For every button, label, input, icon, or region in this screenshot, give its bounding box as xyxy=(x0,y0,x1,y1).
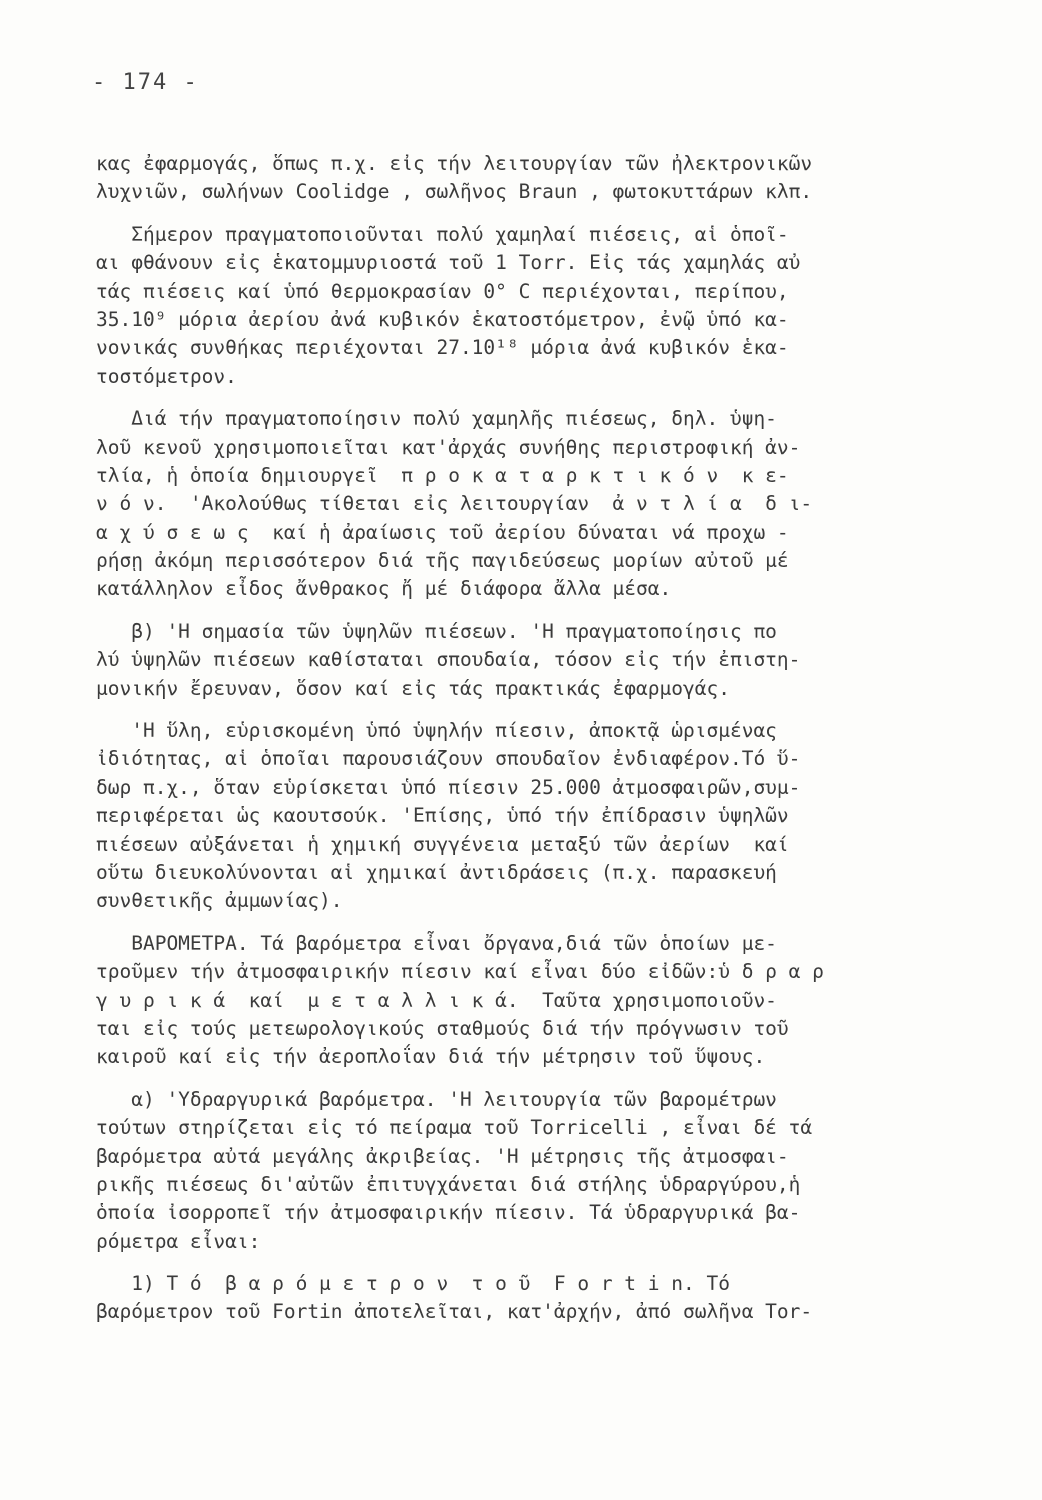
text-line: 'Η ὕλη, εὑρισκομένη ὑπό ὑψηλήν πίεσιν, ἀποκτᾷ ὡρισμένας xyxy=(96,719,777,743)
text-line: ἰδιότητας, αἱ ὁποῖαι παρουσιάζουν σπουδαῖον ἐνδιαφέρον.Τό ὕ- xyxy=(96,747,801,771)
text-line: πιέσεων αὐξάνεται ἡ χημική συγγένεια μεταξύ τῶν ἀερίων καί xyxy=(96,832,789,856)
paragraph-gap xyxy=(96,1256,976,1270)
text-line: βαρόμετρα αὐτά μεγάλης ἀκριβείας. 'Η μέτρησις τῆς ἀτμοσφαι- xyxy=(96,1144,789,1168)
text-line: Σήμερον πραγματοποιοῦνται πολύ χαμηλαί πιέσεις, αἱ ὁποῖ- xyxy=(96,222,789,246)
text-line: β) 'Η σημασία τῶν ὑψηλῶν πιέσεων. 'Η πραγματοποίησις πο xyxy=(96,619,777,643)
text-line: δωρ π.χ., ὅταν εὑρίσκεται ὑπό πίεσιν 25.000 ἀτμοσφαιρῶν,συμ- xyxy=(96,775,801,799)
text-line: τάς πιέσεις καί ὑπό θερμοκρασίαν 0° C περιέχονται, περίπου, xyxy=(96,279,789,303)
text-line: νονικάς συνθήκας περιέχονται 27.10¹⁸ μόρια ἀνά κυβικόν ἑκα- xyxy=(96,336,789,360)
text-line: τροῦμεν τήν ἀτμοσφαιρικήν πίεσιν καί εἶναι δύο εἰδῶν:ὑ δ ρ α ρ xyxy=(96,960,824,984)
paragraph xyxy=(96,150,976,207)
text-line: ται εἰς τούς μετεωρολογικούς σταθμούς διά τήν πρόγνωσιν τοῦ xyxy=(96,1016,789,1040)
paragraph xyxy=(96,618,976,703)
text-line: τοστόμετρον. xyxy=(96,364,237,388)
paragraph xyxy=(96,717,976,916)
paragraph-gap xyxy=(96,1072,976,1086)
text-line: ρόμετρα εἶναι: xyxy=(96,1229,261,1253)
text-line: α χ ύ σ ε ω ς καί ἡ ἀραίωσις τοῦ ἀερίου δύναται νά προχω - xyxy=(96,520,789,544)
text-line: αι φθάνουν εἰς ἑκατομμυριοστά τοῦ 1 Torr. Εἰς τάς χαμηλάς αὐ xyxy=(96,251,801,275)
text-line: μονικήν ἔρευναν, ὅσον καί εἰς τάς πρακτικάς ἐφαρμογάς. xyxy=(96,676,730,700)
text-line: καιροῦ καί εἰς τήν ἀεροπλοΐαν διά τήν μέτρησιν τοῦ ὕψους. xyxy=(96,1045,766,1069)
paragraph xyxy=(96,221,976,391)
text-line: α) 'Υδραργυρικά βαρόμετρα. 'Η λειτουργία τῶν βαρομέτρων xyxy=(96,1087,777,1111)
paragraph xyxy=(96,1270,976,1327)
text-line: κατάλληλον εἶδος ἄνθρακος ἤ μέ διάφορα ἄλλα μέσα. xyxy=(96,577,672,601)
text-line: βαρόμετρον τοῦ Fortin ἀποτελεῖται, κατ'ἀρχήν, ἀπό σωλῆνα Tor- xyxy=(96,1300,813,1324)
text-line: οὕτω διευκολύνονται αἱ χημικαί ἀντιδράσεις (π.χ. παρασκευή xyxy=(96,860,777,884)
paragraph-gap xyxy=(96,391,976,405)
text-line: περιφέρεται ὡς καουτσούκ. 'Επίσης, ὑπό τήν ἐπίδρασιν ὑψηλῶν xyxy=(96,804,789,828)
paragraph-gap xyxy=(96,703,976,717)
text-line: ρήσῃ ἀκόμη περισσότερον διά τῆς παγιδεύσεως μορίων αὐτοῦ μέ xyxy=(96,549,789,573)
paragraph-gap xyxy=(96,604,976,618)
text-line: λύ ὑψηλῶν πιέσεων καθίσταται σπουδαία, τόσον εἰς τήν ἐπιστη- xyxy=(96,648,801,672)
text-line: ΒΑΡΟΜΕΤΡΑ. Τά βαρόμετρα εἶναι ὄργανα,διά τῶν ὁποίων με- xyxy=(96,931,777,955)
paragraph xyxy=(96,405,976,604)
text-line: γ υ ρ ι κ ά καί μ ε τ α λ λ ι κ ά. Ταῦτα χρησιμοποιοῦν- xyxy=(96,988,777,1012)
text-line: ὁποία ἰσορροπεῖ τήν ἀτμοσφαιρικήν πίεσιν. Τά ὑδραργυρικά βα- xyxy=(96,1201,801,1225)
paragraph xyxy=(96,1086,976,1256)
paragraph-gap xyxy=(96,207,976,221)
paragraph-gap xyxy=(96,916,976,930)
page-number: - 174 - xyxy=(92,70,199,95)
text-line: τλία, ἡ ὁποία δημιουργεῖ π ρ ο κ α τ α ρ κ τ ι κ ό ν κ ε- xyxy=(96,463,789,487)
paragraph xyxy=(96,930,976,1072)
text-line: τούτων στηρίζεται εἰς τό πείραμα τοῦ Torricelli , εἶναι δέ τά xyxy=(96,1116,813,1140)
body-text xyxy=(96,150,976,1327)
text-line: λυχνιῶν, σωλήνων Coolidge , σωλῆνος Braun , φωτοκυττάρων κλπ. xyxy=(96,180,813,204)
text-line: ν ό ν. 'Ακολούθως τίθεται εἰς λειτουργίαν ἀ ν τ λ ί α δ ι- xyxy=(96,492,813,516)
text-line: 1) Τ ό β α ρ ό μ ε τ ρ ο ν τ ο ῦ F o r t i n. Τό xyxy=(96,1272,730,1296)
text-line: ρικῆς πιέσεως δι'αὐτῶν ἐπιτυγχάνεται διά στήλης ὑδραργύρου,ἡ xyxy=(96,1172,801,1196)
text-line: 35.10⁹ μόρια ἀερίου ἀνά κυβικόν ἑκατοστόμετρον, ἐνῷ ὑπό κα- xyxy=(96,307,789,331)
text-line: λοῦ κενοῦ χρησιμοποιεῖται κατ'ἀρχάς συνήθης περιστροφική ἀν- xyxy=(96,435,801,459)
text-line: Διά τήν πραγματοποίησιν πολύ χαμηλῆς πιέσεως, δηλ. ὑψη- xyxy=(96,407,777,431)
text-line: συνθετικῆς ἀμμωνίας). xyxy=(96,889,343,913)
text-line: κας ἐφαρμογάς, ὅπως π.χ. εἰς τήν λειτουργίαν τῶν ἠλεκτρονικῶν xyxy=(96,152,813,175)
